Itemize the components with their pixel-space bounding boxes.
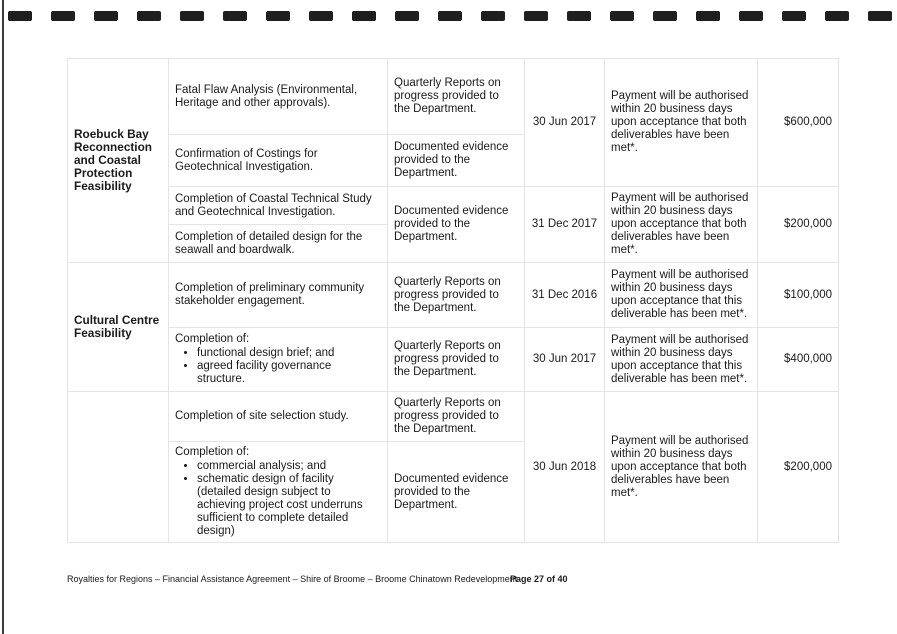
footer-text: Royalties for Regions – Financial Assistance Agreement – Shire of Broome – Broome Chinatown Redevelopment (67, 574, 518, 584)
milestone-intro: Completion of: (175, 333, 250, 345)
milestone-cell: Fatal Flaw Analysis (Environmental, Heritage and other approvals). (169, 59, 388, 135)
payment-cell: Payment will be authorised within 20 business days upon acceptance that both deliverables have been met*. (605, 59, 758, 187)
table-row (68, 187, 839, 225)
amount-cell: $400,000 (758, 328, 839, 392)
milestone-cell: Completion of preliminary community stakeholder engagement. (169, 263, 388, 328)
list-item: • functional design brief; and (197, 347, 381, 360)
deliverable-list (175, 460, 381, 538)
project-name-empty (68, 392, 169, 543)
date-cell: 30 Jun 2017 (525, 328, 605, 392)
payment-cell: Payment will be authorised within 20 business days upon acceptance that this deliverable has been met*. (605, 263, 758, 328)
milestone-cell: Confirmation of Costings for Geotechnical Investigation. (169, 135, 388, 187)
amount-cell: $600,000 (758, 59, 839, 187)
date-cell: 31 Dec 2017 (525, 187, 605, 263)
page-number: Page 27 of 40 (510, 574, 568, 584)
milestone-cell: Completion of site selection study. (169, 392, 388, 442)
evidence-cell: Quarterly Reports on progress provided to the Department. (388, 59, 525, 135)
evidence-cell: Quarterly Reports on progress provided to the Department. (388, 328, 525, 392)
list-item: • schematic design of facility (detailed design subject to achieving project cost underruns sufficient to complete detailed design) (197, 473, 381, 538)
payment-cell: Payment will be authorised within 20 business days upon acceptance that this deliverable has been met*. (605, 328, 758, 392)
milestone-cell: Completion of detailed design for the seawall and boardwalk. (169, 225, 388, 263)
milestone-intro: Completion of: (175, 446, 250, 458)
milestone-cell (169, 328, 388, 392)
deliverable-list (175, 347, 381, 386)
page-edge (2, 0, 4, 634)
project-name-cultural: Cultural Centre Feasibility (68, 263, 169, 392)
project-name-roebuck: Roebuck Bay Reconnection and Coastal Protection Feasibility (68, 59, 169, 263)
payment-cell: Payment will be authorised within 20 business days upon acceptance that both deliverables have been met*. (605, 392, 758, 543)
table-row (68, 392, 839, 442)
evidence-cell: Documented evidence provided to the Department. (388, 135, 525, 187)
milestone-table (67, 58, 839, 543)
amount-cell: $200,000 (758, 392, 839, 543)
binder-holes (0, 0, 897, 30)
date-cell: 30 Jun 2018 (525, 392, 605, 543)
table-row (68, 59, 839, 135)
amount-cell: $100,000 (758, 263, 839, 328)
milestone-cell (169, 442, 388, 543)
list-item: • agreed facility governance structure. (197, 360, 381, 386)
date-cell: 31 Dec 2016 (525, 263, 605, 328)
table-row (68, 328, 839, 392)
table-row (68, 263, 839, 328)
date-cell: 30 Jun 2017 (525, 59, 605, 187)
evidence-cell: Documented evidence provided to the Department. (388, 187, 525, 263)
list-item: • commercial analysis; and (197, 460, 381, 473)
evidence-cell: Quarterly Reports on progress provided to the Department. (388, 392, 525, 442)
payment-cell: Payment will be authorised within 20 business days upon acceptance that both deliverables have been met*. (605, 187, 758, 263)
evidence-cell: Quarterly Reports on progress provided to the Department. (388, 263, 525, 328)
amount-cell: $200,000 (758, 187, 839, 263)
page-footer (67, 574, 568, 584)
milestone-cell: Completion of Coastal Technical Study and Geotechnical Investigation. (169, 187, 388, 225)
evidence-cell: Documented evidence provided to the Department. (388, 442, 525, 543)
